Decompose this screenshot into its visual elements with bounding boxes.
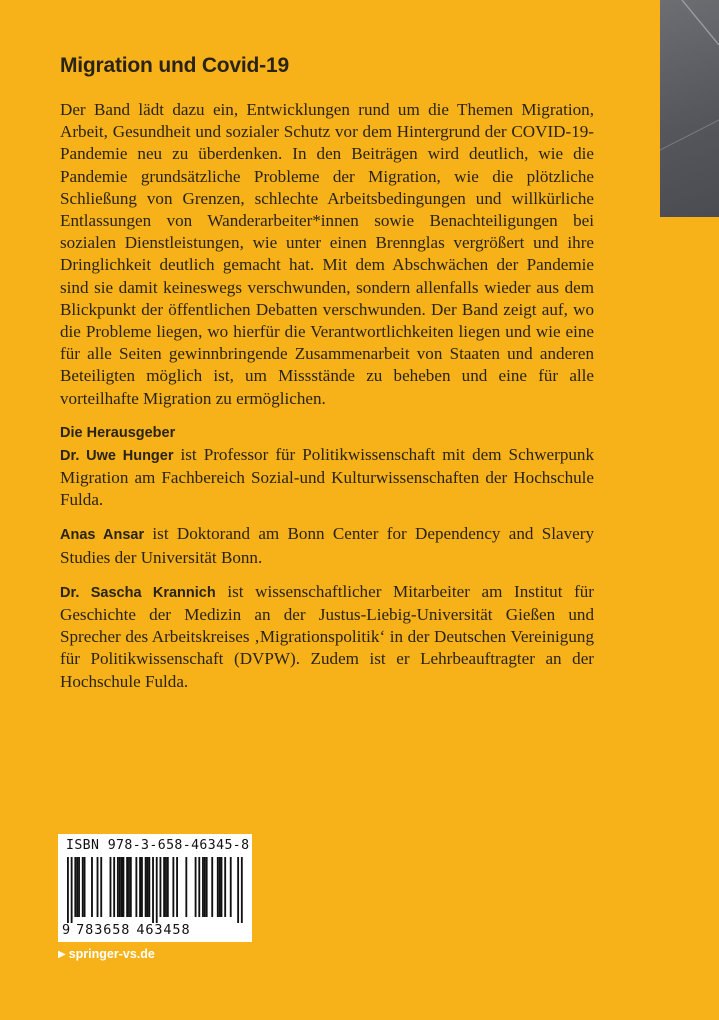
editor-bio xyxy=(60,444,594,512)
barcode-bar xyxy=(76,857,78,917)
barcode-bar xyxy=(135,857,137,917)
barcode-bar xyxy=(167,857,169,917)
barcode-bar xyxy=(74,857,76,917)
editor-name: Dr. Sascha Krannich xyxy=(60,584,216,601)
barcode-bar xyxy=(82,857,84,917)
barcode-bar xyxy=(110,857,112,917)
barcode-bar xyxy=(230,857,232,917)
page-title: Migration und Covid-19 xyxy=(60,54,289,77)
barcode-bar xyxy=(147,857,149,917)
barcode-bar xyxy=(221,857,223,917)
barcode-bar xyxy=(241,857,243,923)
content-block xyxy=(60,99,594,693)
barcode-bar xyxy=(117,857,119,917)
barcode-bar xyxy=(163,857,165,917)
publisher-link-text: springer-vs.de xyxy=(68,947,155,961)
barcode-bar xyxy=(128,857,130,917)
corner-graphic xyxy=(660,0,719,217)
barcode-bar xyxy=(185,857,187,917)
barcode-bar xyxy=(141,857,143,917)
barcode-bar xyxy=(148,857,150,917)
editors-heading: Die Herausgeber xyxy=(60,424,176,441)
barcode-bars xyxy=(64,857,246,923)
editor-name: Anas Ansar xyxy=(60,527,145,544)
editor-bio-text: ist Professor für Politikwissenschaft mit dem Schwerpunk Migration am Fachbereich Sozial-und Kulturwissenschaften der Hochschule Fulda. xyxy=(60,444,595,510)
ean-digits xyxy=(62,922,190,938)
barcode-bar xyxy=(211,857,213,917)
barcode-bar xyxy=(165,857,167,917)
barcode-bar xyxy=(91,857,93,917)
barcode-bar xyxy=(78,857,80,917)
barcode-bar xyxy=(202,857,204,917)
ean-right-digits: 463458 xyxy=(136,922,191,938)
barcode-bar xyxy=(121,857,123,917)
barcode-bar xyxy=(176,857,178,917)
barcode-bar xyxy=(219,857,221,917)
barcode-bar xyxy=(172,857,174,917)
barcode-bar xyxy=(224,857,226,917)
barcode-bar xyxy=(130,857,132,917)
isbn-barcode xyxy=(58,834,252,942)
editor-bio-text: ist wissenschaftlicher Mitarbeiter am Institut für Geschichte der Medizin an der Justus-Liebig-Universität Gießen und Sprecher des Arbeitskreises ‚Migrationspolitik‘ in der Deutschen Vereinigung für Politikwissenschaft (DVPW). Zudem ist er Lehrbeauftragter an der Hochschule Fulda. xyxy=(60,581,594,691)
barcode-bar xyxy=(123,857,125,917)
description-paragraph: Der Band lädt dazu ein, Entwicklungen rund um die Themen Migration, Arbeit, Gesundheit und sozialer Schutz vor dem Hintergrund der COVID-19-Pandemie neu zu überdenken. In den Beiträgen wird deutlich, wie die Pandemie grundsätzliche Probleme der Migration, wie die plötzliche Schließung von Grenzen, schlechte Arbeitsbedingungen und willkürliche Entlassungen von Wanderarbeiter*innen sowie Benachteiligungen bei sozialen Dienstleistungen, wie unter einen Brennglas vergrößert und ihre Dringlichkeit deutlich gemacht hat. Mit dem Abschwächen der Pandemie sind sie damit keineswegs verschwunden, sondern allenfalls wieder aus dem Blickpunkt der öffentlichen Debatten verschwunden. Der Band zeigt auf, wo die Probleme liegen, wo hierfür die Verantwortlichkeiten liegen und wie eine für alle Seiten gewinnbringende Zusammenarbeit von Staaten und anderen Beteiligten möglich ist, um Missstände zu beheben und eine für alle vorteilhafte Migration zu ermöglichen. xyxy=(60,100,594,408)
barcode-bar xyxy=(204,857,206,917)
barcode-bar xyxy=(145,857,147,917)
editor-bio xyxy=(60,581,594,693)
barcode-bar xyxy=(160,857,162,917)
barcode-bar xyxy=(126,857,128,917)
barcode-bar xyxy=(198,857,200,917)
barcode-bar xyxy=(113,857,115,917)
barcode-bar xyxy=(97,857,99,917)
barcode-bar xyxy=(119,857,121,917)
barcode-bar xyxy=(67,857,69,923)
barcode-bar xyxy=(195,857,197,917)
ean-left-digits: 783658 xyxy=(76,922,131,938)
barcode-bar xyxy=(139,857,141,917)
editor-bio xyxy=(60,523,594,568)
barcode-bar xyxy=(217,857,219,917)
editor-bio-text: ist Doktorand am Bonn Center for Dependency and Slavery Studies der Universität Bonn. xyxy=(60,524,594,567)
ean-first-digit: 9 xyxy=(62,922,71,938)
barcode-bar xyxy=(237,857,239,923)
barcode-bar xyxy=(206,857,208,917)
publisher-link[interactable] xyxy=(58,947,155,961)
editor-name: Dr. Uwe Hunger xyxy=(60,447,174,464)
triangle-right-icon: ▶ xyxy=(58,948,66,960)
barcode-bar xyxy=(152,857,154,923)
barcode-bar xyxy=(100,857,102,917)
barcode-bar xyxy=(84,857,86,917)
barcode-bar xyxy=(156,857,158,923)
isbn-label: ISBN 978-3-658-46345-8 xyxy=(66,838,250,853)
barcode-bar xyxy=(71,857,73,923)
